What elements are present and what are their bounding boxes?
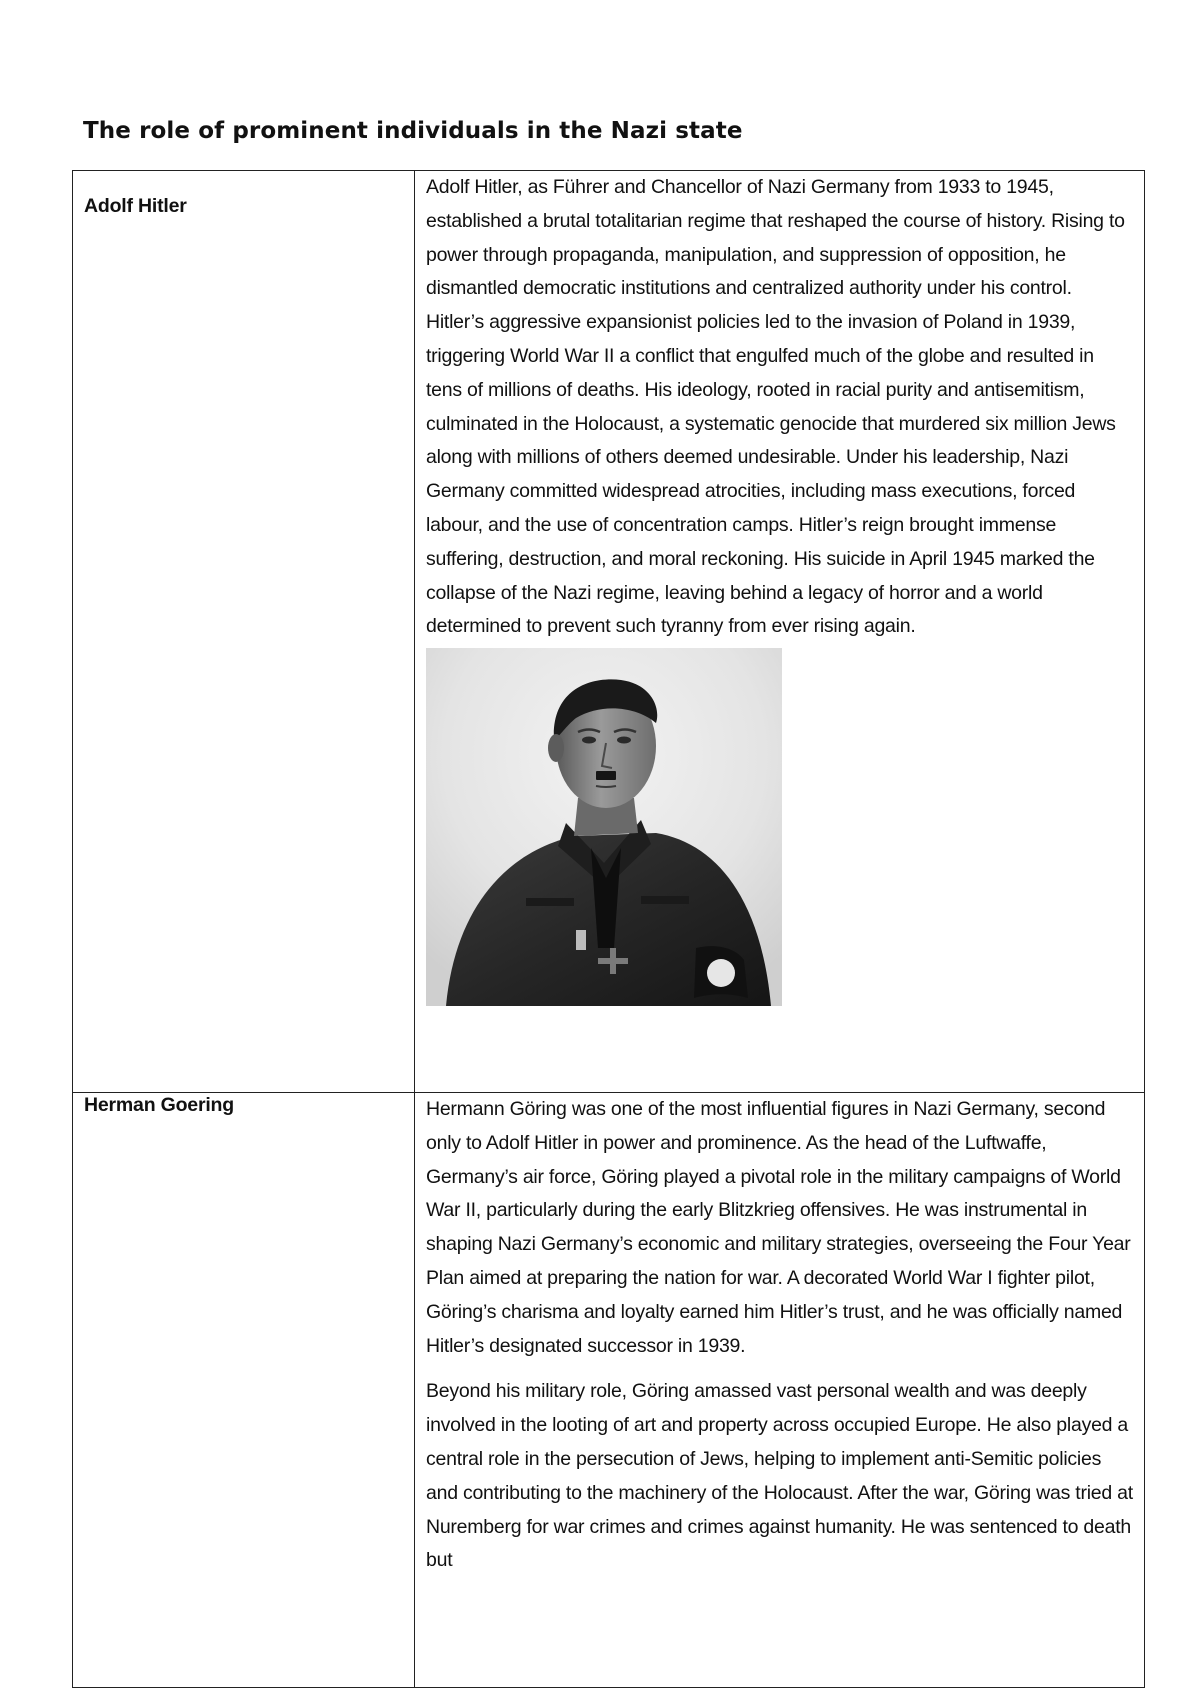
individuals-table <box>72 170 1145 1688</box>
portrait-photo <box>426 648 782 1006</box>
biography-paragraph: Hermann Göring was one of the most influential figures in Nazi Germany, second only to Adolf Hitler in power and prominence. As the head of the Luftwaffe, Germany’s air force, Göring played a pivotal role in the military campaigns of World War II, particularly during the early Blitzkrieg offensives. He was instrumental in shaping Nazi Germany’s economic and military strategies, overseeing the Four Year Plan aimed at preparing the nation for war. A decorated World War I fighter pilot, Göring’s charisma and loyalty earned him Hitler’s trust, and he was officially named Hitler’s designated successor in 1939. <box>426 1098 1131 1357</box>
biography-paragraph: Beyond his military role, Göring amassed vast personal wealth and was deeply involved in the looting of art and property across occupied Europe. He also played a central role in the persecution of Jews, helping to implement anti-Semitic policies and contributing to the machinery of the Holocaust. After the war, Göring was tried at Nuremberg for war crimes and crimes against humanity. He was sentenced to death but <box>426 1380 1133 1572</box>
table-row <box>73 171 1145 1093</box>
table-row <box>73 1093 1145 1688</box>
name-cell <box>73 171 415 1093</box>
person-name: Adolf Hitler <box>84 195 187 217</box>
biography-cell <box>415 171 1145 1093</box>
biography-cell <box>415 1093 1145 1688</box>
person-name: Herman Goering <box>84 1094 234 1116</box>
name-cell <box>73 1093 415 1688</box>
biography-paragraph: Adolf Hitler, as Führer and Chancellor of Nazi Germany from 1933 to 1945, established a brutal totalitarian regime that reshaped the course of history. Rising to power through propaganda, manipulation, and suppression of opposition, he dismantled democratic institutions and centralized authority under his control. Hitler’s aggressive expansionist policies led to the invasion of Poland in 1939, triggering World War II a conflict that engulfed much of the globe and resulted in tens of millions of deaths. His ideology, rooted in racial purity and antisemitism, culminated in the Holocaust, a systematic genocide that murdered six million Jews along with millions of others deemed undesirable. Under his leadership, Nazi Germany committed widespread atrocities, including mass executions, forced labour, and the use of concentration camps. Hitler’s reign brought immense suffering, destruction, and moral reckoning. His suicide in April 1945 marked the collapse of the Nazi regime, leaving behind a legacy of horror and a world determined to prevent such tyranny from ever rising again. <box>426 176 1125 638</box>
page-title: The role of prominent individuals in the Nazi state <box>83 118 743 144</box>
